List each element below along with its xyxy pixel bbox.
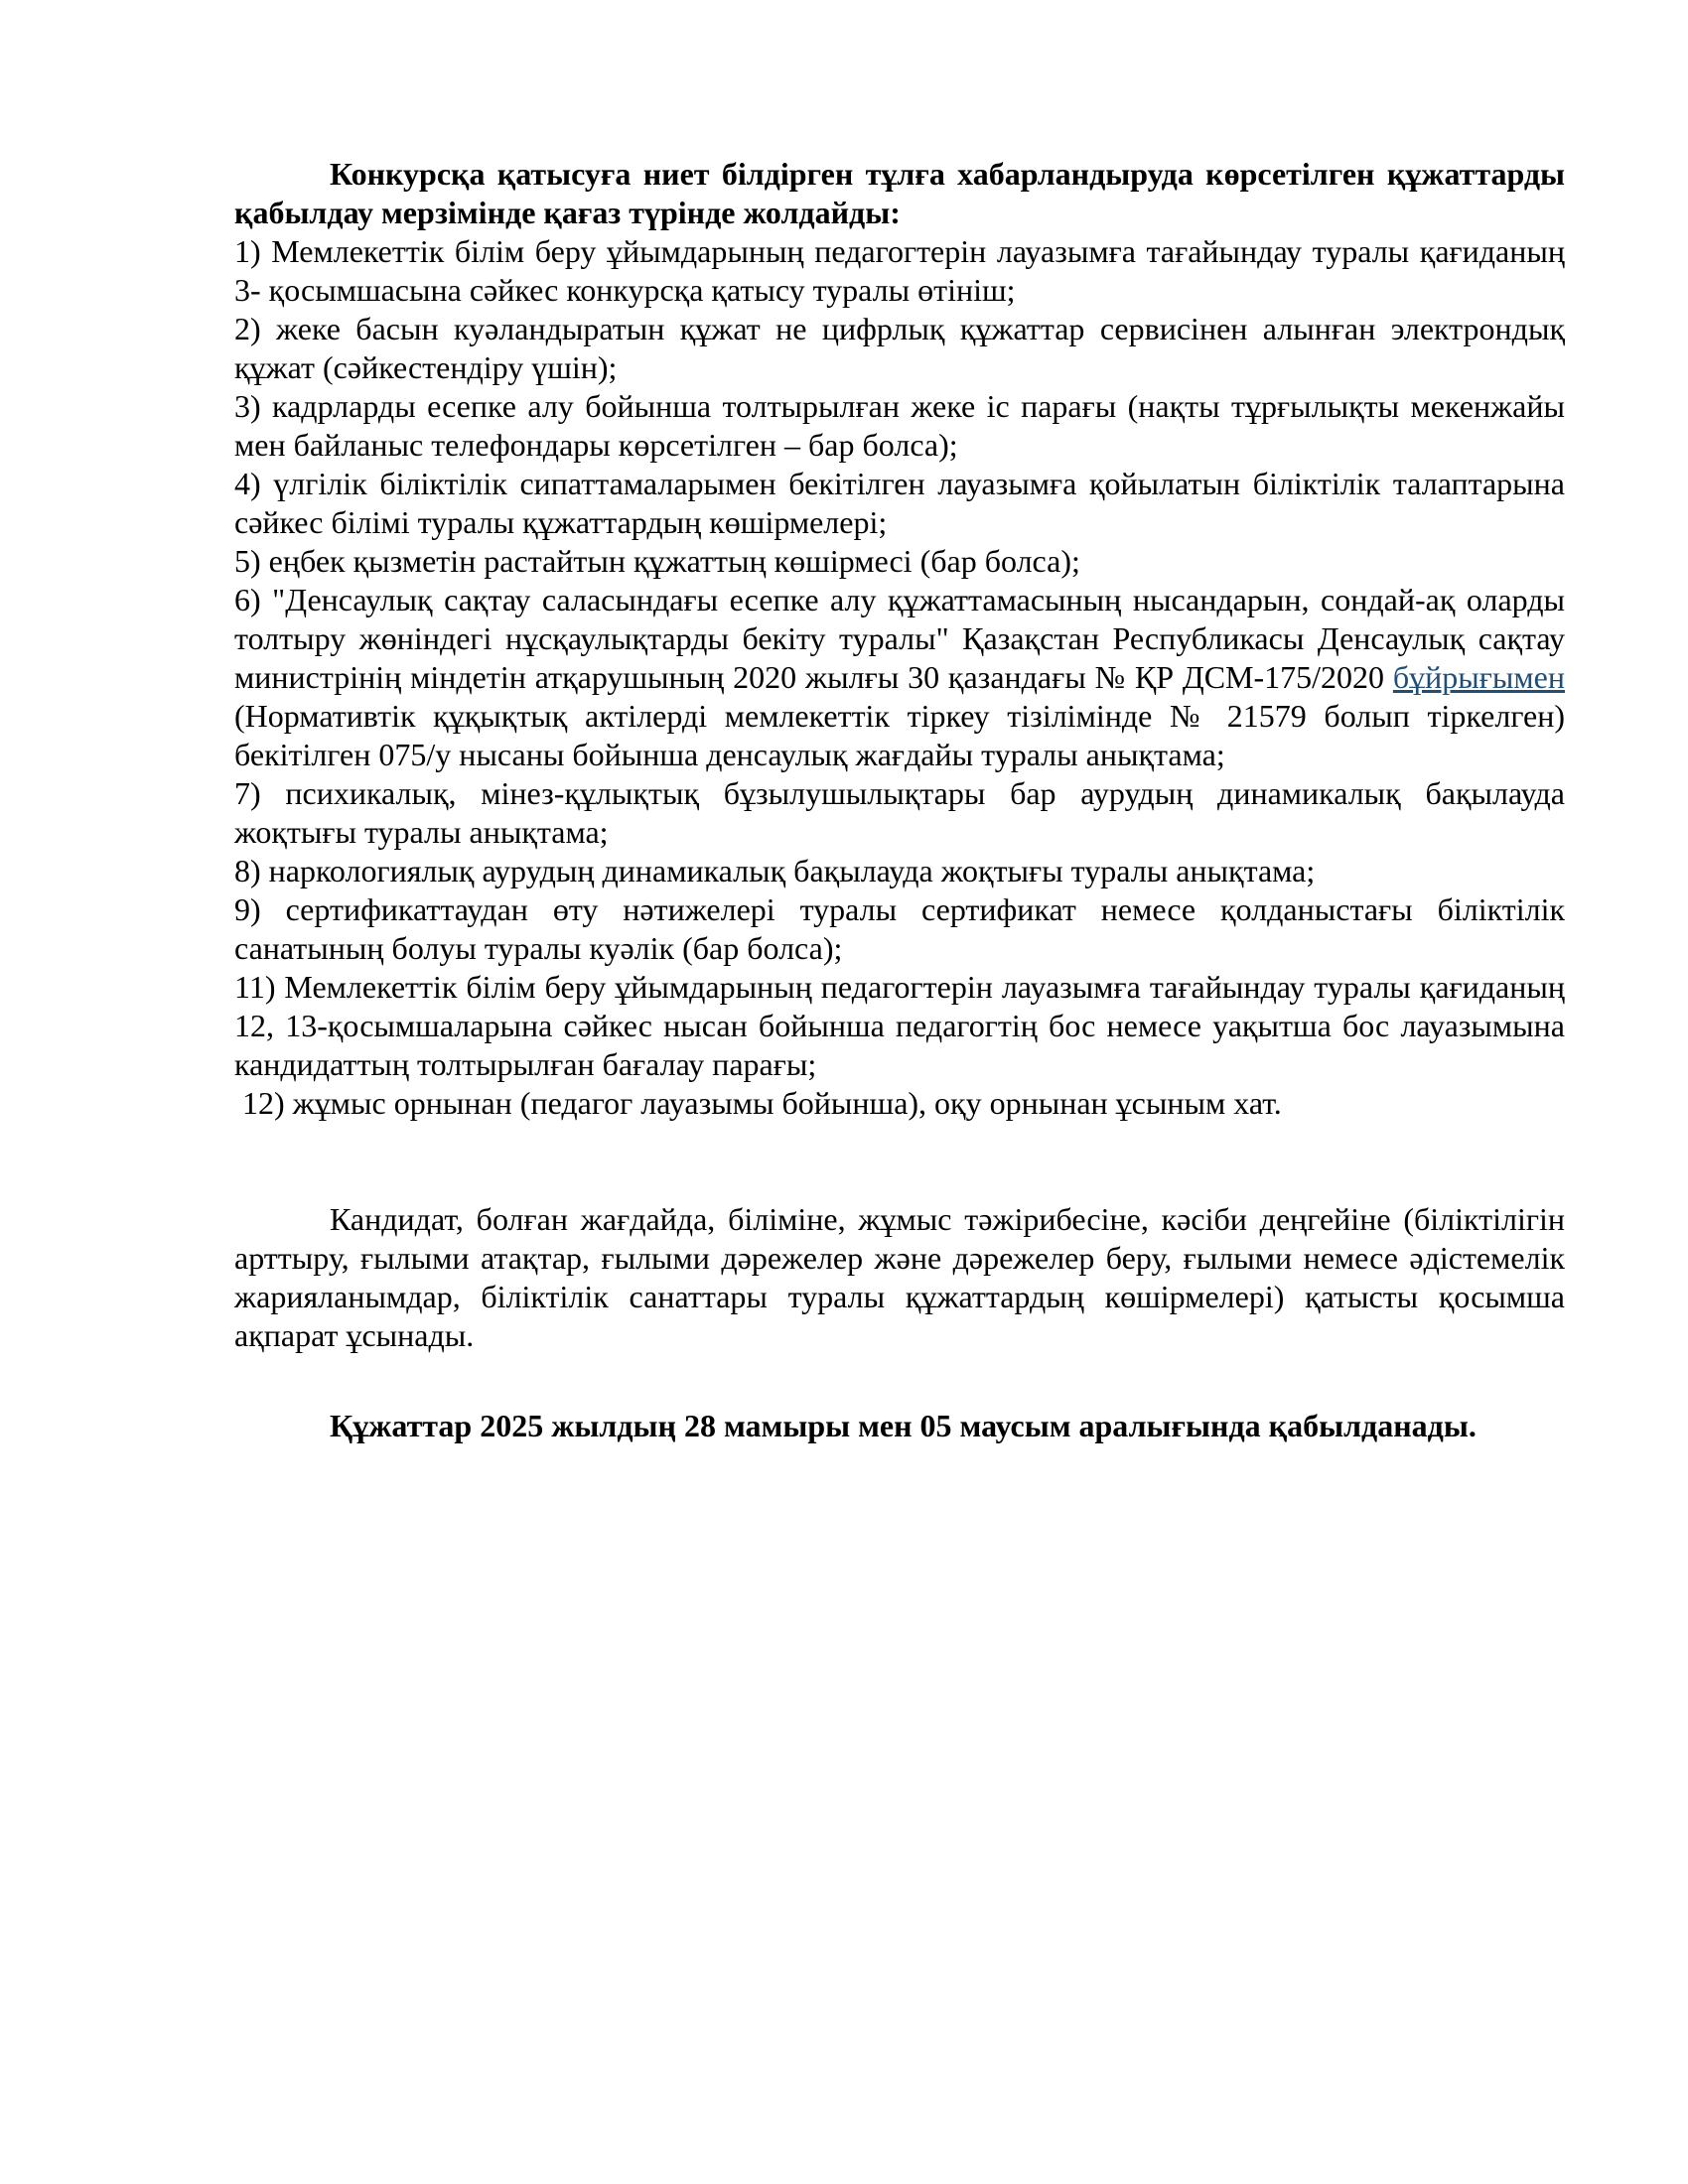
list-item: 4) үлгілік біліктілік сипаттамаларымен бекітілген лауазымға қойылатын біліктілік талаптарына сәйкес білімі туралы құжаттардың көшірмелері; — [234, 466, 1565, 540]
item6-text-before-link: 6) "Денсаулық сақтау саласындағы есепке алу құжаттамасының нысандарын, сондай-ақ оларды толтыру жөніндегі нұсқаулықтарды бекіту туралы" Қазақстан Республикасы Денсаулық сақтау министрінің міндетін атқарушының 2020 жылғы 30 қазандағы № ҚР ДСМ-175/2020 — [234, 582, 1565, 695]
required-documents-list — [234, 232, 1565, 1123]
list-item: 3) кадрларды есепке алу бойынша толтырылған жеке іс парағы (нақты тұрғылықты мекенжайы мен байланыс телефондары көрсетілген – бар болса); — [234, 388, 1565, 463]
list-item: 2) жеке басын куәландыратын құжат не цифрлық құжаттар сервисінен алынған электрондық құжат (сәйкестендіру үшін); — [234, 311, 1565, 385]
list-item-health-certificate — [234, 581, 1565, 774]
list-item: 12) жұмыс орнынан (педагог лауазымы бойынша), оқу орнынан ұсыным хат. — [242, 1085, 1282, 1121]
list-item: 8) наркологиялық аурудың динамикалық бақылауда жоқтығы туралы анықтама; — [234, 853, 1316, 888]
intro-heading: Конкурсқа қатысуға ниет білдірген тұлға хабарландыруда көрсетілген құжаттарды қабылдау мерзімінде қағаз түрінде жолдайды: — [234, 156, 1565, 230]
list-item: 9) сертификаттаудан өту нәтижелері туралы сертификат немесе қолданыстағы біліктілік санатының болуы туралы куәлік (бар болса); — [234, 891, 1565, 966]
candidate-note: Кандидат, болған жағдайда, біліміне, жұмыс тәжірибесіне, кәсіби деңгейіне (біліктілігін арттыру, ғылыми атақтар, ғылыми дәрежелер және дәрежелер беру, ғылыми немесе әдістемелік жарияланымдар, біліктілік санаттары туралы құжаттардың көшірмелері) қатысты қосымша ақпарат ұсынады. — [234, 1201, 1565, 1353]
list-item: 5) еңбек қызметін растайтын құжаттың көшірмесі (бар болса); — [234, 543, 1080, 579]
order-link[interactable]: бұйрығымен — [1392, 659, 1565, 695]
list-item: 7) психикалық, мінез-құлықтық бұзылушылықтары бар аурудың динамикалық бақылауда жоқтығы туралы анықтама; — [234, 775, 1565, 850]
list-item: 1) Мемлекеттік білім беру ұйымдарының педагогтерін лауазымға тағайындау туралы қағиданың 3- қосымшасына сәйкес конкурсқа қатысу туралы өтініш; — [234, 233, 1565, 308]
list-item: 11) Мемлекеттік білім беру ұйымдарының педагогтерін лауазымға тағайындау туралы қағиданың 12, 13-қосымшаларына сәйкес нысан бойынша педагогтің бос немесе уақытша бос лауазымына кандидаттың толтырылған бағалау парағы; — [234, 969, 1565, 1082]
acceptance-dates: Құжаттар 2025 жылдың 28 мамыры мен 05 маусым аралығында қабылданады. — [330, 1408, 1477, 1443]
document-body — [234, 155, 1565, 1445]
item6-text-after-link: (Нормативтік құқықтық актілерді мемлекеттік тіркеу тізілімінде № 21579 болып тіркелген) бекітілген 075/у нысаны бойынша денсаулық жағдайы туралы анықтама; — [234, 698, 1565, 772]
